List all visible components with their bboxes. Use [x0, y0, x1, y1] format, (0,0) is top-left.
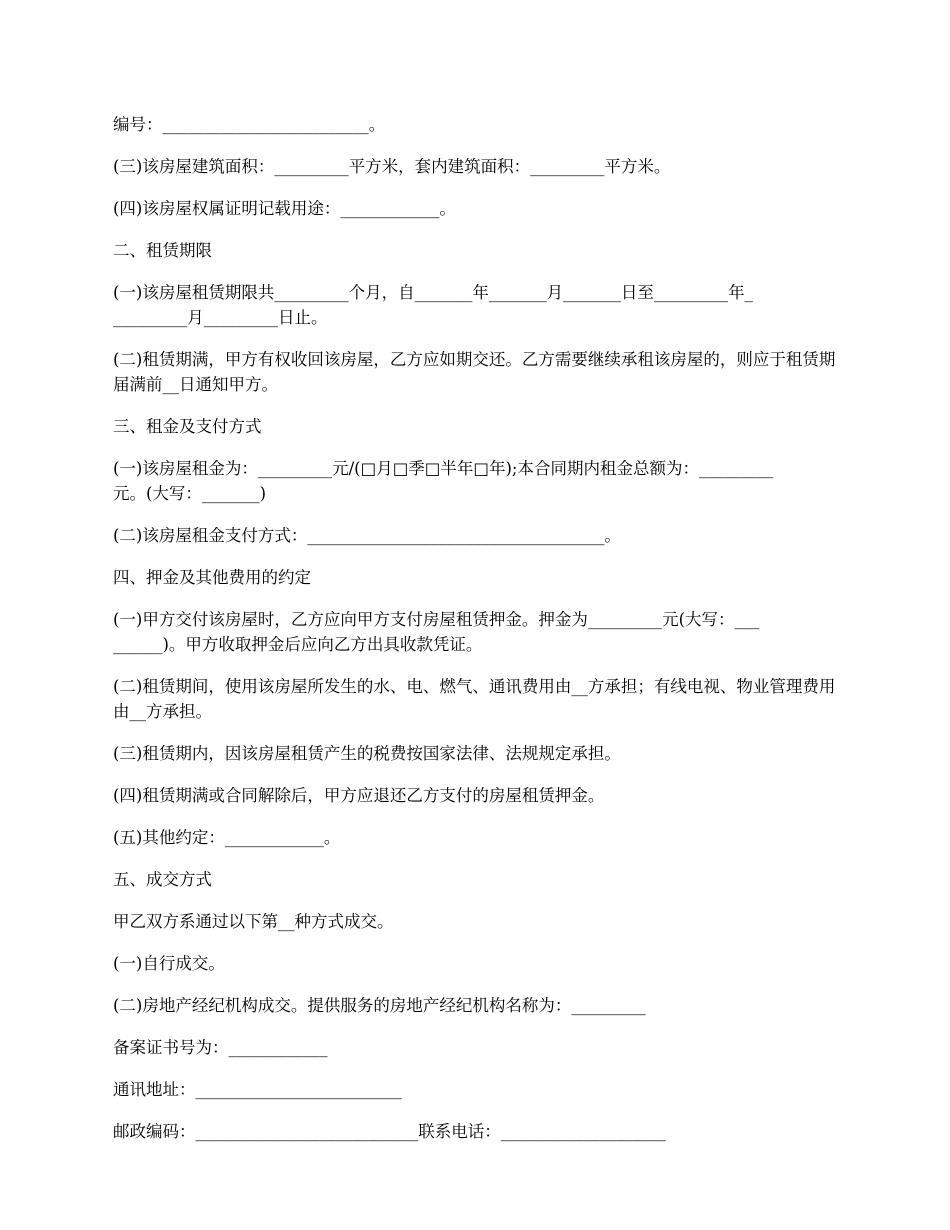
section-heading-deposit: 四、押金及其他费用的约定 — [113, 568, 311, 587]
postal-phone-line: 邮政编码：___________________________联系电话：____________________ — [113, 1122, 666, 1141]
section-heading-rent: 三、租金及支付方式 — [113, 417, 262, 436]
rent-clause-2: (二)该房屋租金支付方式：____________________________________。 — [113, 526, 621, 545]
transaction-option-2: (二)房地产经纪机构成交。提供服务的房地产经纪机构名称为：_________ — [113, 996, 646, 1015]
transaction-option-1: (一)自行成交。 — [113, 954, 225, 973]
section-heading-transaction: 五、成交方式 — [113, 870, 212, 889]
transaction-intro: 甲乙双方系通过以下第__种方式成交。 — [113, 912, 394, 931]
usage-clause: (四)该房屋权属证明记载用途：____________。 — [113, 199, 456, 218]
building-area-clause: (三)该房屋建筑面积：_________平方米，套内建筑面积：_________平方米。 — [113, 157, 671, 176]
lease-term-clause-1: (一)该房屋租赁期限共_________个月，自_______年_______月_______日至_________年_ _________月_________日止。 — [113, 283, 753, 327]
address-line: 通讯地址：_________________________ — [113, 1080, 402, 1099]
deposit-clause-2: (二)租赁期间，使用该房屋所发生的水、电、燃气、通讯费用由__方承担；有线电视、物业管理费用由__方承担。 — [113, 677, 836, 721]
deposit-clause-1: (一)甲方交付该房屋时，乙方应向甲方支付房屋租赁押金。押金为_________元(大写：___ ______)。甲方收取押金后应向乙方出具收款凭证。 — [113, 610, 760, 654]
section-heading-lease-term: 二、租赁期限 — [113, 241, 212, 260]
deposit-clause-5: (五)其他约定：____________。 — [113, 828, 341, 847]
rent-clause-1: (一)该房屋租金为：_________元/(□月□季□半年□年);本合同期内租金总额为：_________ 元。(大写：_______) — [113, 459, 774, 503]
serial-number-line: 编号：_________________________。 — [113, 115, 386, 134]
filing-certificate-line: 备案证书号为：____________ — [113, 1038, 328, 1057]
deposit-clause-4: (四)租赁期满或合同解除后，甲方应退还乙方支付的房屋租赁押金。 — [113, 786, 605, 805]
lease-term-clause-2: (二)租赁期满，甲方有权收回该房屋，乙方应如期交还。乙方需要继续承租该房屋的，则应于租赁期届满前__日通知甲方。 — [113, 350, 836, 394]
document-body — [113, 112, 838, 1161]
deposit-clause-3: (三)租赁期内，因该房屋租赁产生的税费按国家法律、法规规定承担。 — [113, 744, 621, 763]
